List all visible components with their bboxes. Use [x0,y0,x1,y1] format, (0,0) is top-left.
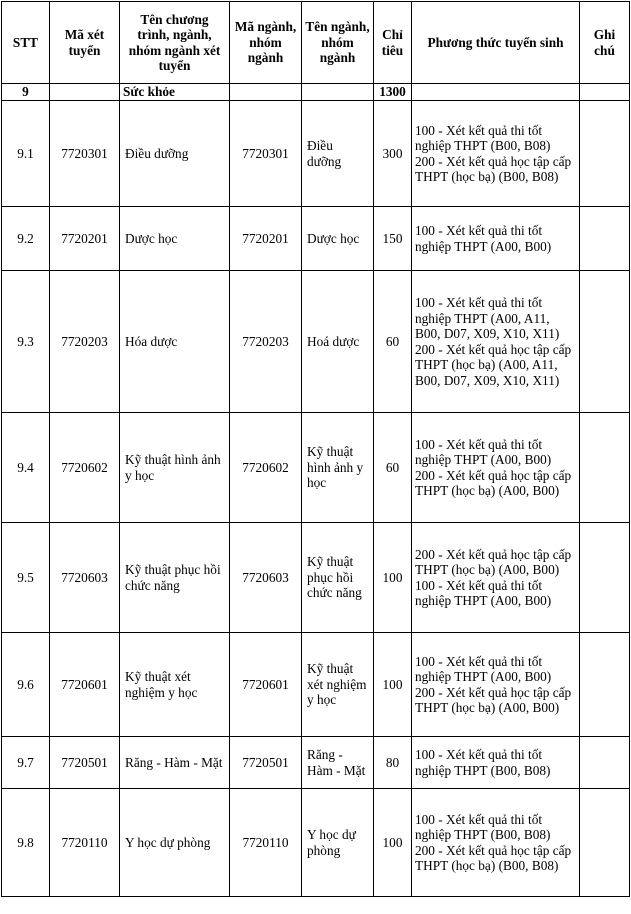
cell-ten-nganh: Điều dưỡng [302,101,374,207]
cell-chi-tieu: 60 [374,413,412,523]
cell-ghi-chu [580,413,630,523]
method-line: 100 - Xét kết quả thi tốt nghiệp THPT (A00, A11, B00, D07, X09, X10, X11) [415,295,560,341]
cell-ten-nganh: Kỹ thuật xét nghiệm y học [302,633,374,737]
cell-ten-chuong-trinh: Dược học [120,207,230,271]
cell-ten-chuong-trinh: Hóa dược [120,271,230,413]
cell-ten-chuong-trinh: Kỹ thuật hình ảnh y học [120,413,230,523]
cell-ma-xet-tuyen: 7720203 [50,271,120,413]
cell-ten-chuong-trinh: Kỹ thuật phục hồi chức năng [120,523,230,633]
cell-chi-tieu: 80 [374,737,412,789]
header-ghi-chu: Ghi chú [580,2,630,84]
cell-ma-xet-tuyen: 7720301 [50,101,120,207]
group-stt: 9 [2,84,50,101]
group-chi-tieu: 1300 [374,84,412,101]
cell-ten-nganh: Kỹ thuật hình ảnh y học [302,413,374,523]
cell-stt: 9.2 [2,207,50,271]
cell-ghi-chu [580,523,630,633]
cell-ten-chuong-trinh: Điều dưỡng [120,101,230,207]
method-line: 200 - Xét kết quả học tập cấp THPT (học bạ) (A00, B00) [415,684,572,715]
method-line: 100 - Xét kết quả thi tốt nghiệp THPT (B00, B08) [415,122,551,153]
cell-stt: 9.8 [2,789,50,897]
cell-ghi-chu [580,737,630,789]
cell-ghi-chu [580,101,630,207]
group-empty-cell [50,84,120,101]
cell-ten-chuong-trinh: Kỹ thuật xét nghiệm y học [120,633,230,737]
cell-ma-nganh: 7720203 [230,271,302,413]
method-line: 100 - Xét kết quả thi tốt nghiệp THPT (B00, B08) [415,747,551,778]
group-row [2,84,630,101]
cell-ma-nganh: 7720301 [230,101,302,207]
cell-ma-xet-tuyen: 7720201 [50,207,120,271]
group-empty-cell [580,84,630,101]
table-row [2,789,630,897]
header-ma-nganh: Mã ngành, nhóm ngành [230,2,302,84]
cell-ma-nganh: 7720110 [230,789,302,897]
cell-phuong-thuc [412,523,580,633]
cell-ten-chuong-trinh: Răng - Hàm - Mặt [120,737,230,789]
cell-ma-xet-tuyen: 7720603 [50,523,120,633]
cell-ten-nganh: Dược học [302,207,374,271]
cell-phuong-thuc [412,633,580,737]
table-row [2,101,630,207]
cell-chi-tieu: 150 [374,207,412,271]
cell-ghi-chu [580,633,630,737]
cell-ma-nganh: 7720603 [230,523,302,633]
group-name: Sức khỏe [120,84,230,101]
group-empty-cell [302,84,374,101]
method-line: 200 - Xét kết quả học tập cấp THPT (học bạ) (A00, A11, B00, D07, X09, X10, X11) [415,341,572,388]
table-row [2,737,630,789]
header-stt: STT [2,2,50,84]
cell-ten-nganh: Kỹ thuật phục hồi chức năng [302,523,374,633]
cell-stt: 9.1 [2,101,50,207]
cell-phuong-thuc [412,207,580,271]
cell-ma-xet-tuyen: 7720110 [50,789,120,897]
cell-chi-tieu: 100 [374,523,412,633]
cell-ten-chuong-trinh: Y học dự phòng [120,789,230,897]
cell-stt: 9.6 [2,633,50,737]
cell-ten-nganh: Răng - Hàm - Mặt [302,737,374,789]
cell-ghi-chu [580,271,630,413]
method-line: 100 - Xét kết quả thi tốt nghiệp THPT (A00, B00) [415,653,552,684]
cell-phuong-thuc [412,413,580,523]
cell-stt: 9.5 [2,523,50,633]
cell-ghi-chu [580,207,630,271]
cell-chi-tieu: 300 [374,101,412,207]
table-row [2,271,630,413]
cell-phuong-thuc [412,737,580,789]
cell-stt: 9.4 [2,413,50,523]
cell-ghi-chu [580,789,630,897]
cell-ma-nganh: 7720602 [230,413,302,523]
header-row [2,2,630,84]
cell-chi-tieu: 60 [374,271,412,413]
table-row [2,633,630,737]
header-ma-xet-tuyen: Mã xét tuyển [50,2,120,84]
cell-ten-nganh: Hoá dược [302,271,374,413]
method-line: 100 - Xét kết quả thi tốt nghiệp THPT (A00, B00) [415,577,552,608]
cell-ten-nganh: Y học dự phòng [302,789,374,897]
admissions-table [1,1,630,897]
table-row [2,523,630,633]
table-row [2,207,630,271]
method-line: 200 - Xét kết quả học tập cấp THPT (học bạ) (B00, B08) [415,842,572,873]
table-row [2,413,630,523]
method-line: 200 - Xét kết quả học tập cấp THPT (học bạ) (B00, B08) [415,153,572,184]
cell-ma-nganh: 7720201 [230,207,302,271]
header-ten-nganh: Tên ngành, nhóm ngành [302,2,374,84]
group-empty-cell [412,84,580,101]
cell-phuong-thuc [412,271,580,413]
group-empty-cell [230,84,302,101]
cell-ma-xet-tuyen: 7720501 [50,737,120,789]
method-line: 100 - Xét kết quả thi tốt nghiệp THPT (A00, B00) [415,436,552,467]
cell-ma-nganh: 7720601 [230,633,302,737]
cell-phuong-thuc [412,789,580,897]
header-chi-tieu: Chỉ tiêu [374,2,412,84]
cell-chi-tieu: 100 [374,633,412,737]
cell-chi-tieu: 100 [374,789,412,897]
cell-stt: 9.7 [2,737,50,789]
method-line: 200 - Xét kết quả học tập cấp THPT (học bạ) (A00, B00) [415,546,572,577]
cell-ma-xet-tuyen: 7720602 [50,413,120,523]
method-line: 200 - Xét kết quả học tập cấp THPT (học bạ) (A00, B00) [415,467,572,498]
method-line: 100 - Xét kết quả thi tốt nghiệp THPT (A00, B00) [415,223,552,254]
cell-stt: 9.3 [2,271,50,413]
cell-phuong-thuc [412,101,580,207]
cell-ma-xet-tuyen: 7720601 [50,633,120,737]
cell-ma-nganh: 7720501 [230,737,302,789]
method-line: 100 - Xét kết quả thi tốt nghiệp THPT (B00, B08) [415,811,551,842]
header-phuong-thuc: Phương thức tuyển sinh [412,2,580,84]
header-ten-chuong-trinh: Tên chương trình, ngành, nhóm ngành xét tuyển [120,2,230,84]
